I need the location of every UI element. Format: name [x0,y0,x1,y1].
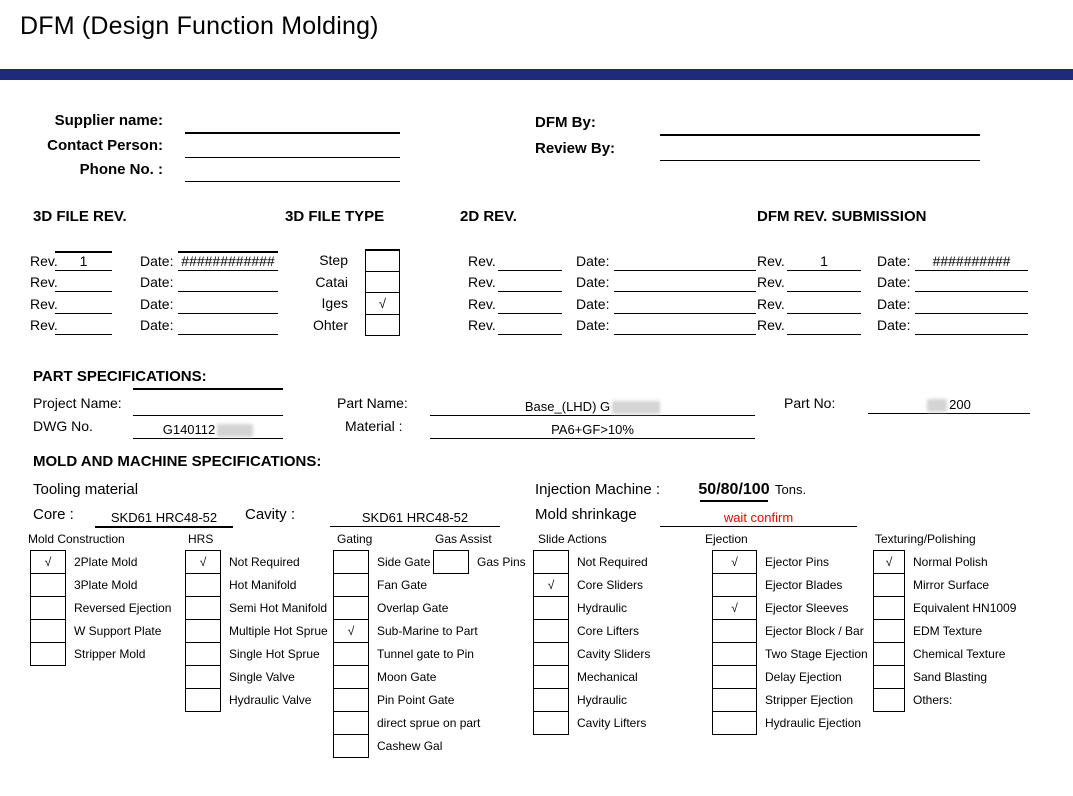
rev-label: Rev. [30,252,58,269]
mold-machine-specs-title: MOLD AND MACHINE SPECIFICATIONS: [33,453,322,470]
rev-label: Rev. [757,295,785,312]
checkbox-row [533,550,650,574]
checkbox-row [333,573,480,597]
dfm-by-field[interactable] [660,114,980,136]
page-title: DFM (Design Function Molding) [20,12,379,40]
slide-actions-list [533,550,650,735]
checkbox-label: Ejector Sleeves [765,601,849,615]
rev-2d-row [468,249,756,271]
checkbox-row [433,550,526,574]
checkbox-label: Reversed Ejection [74,601,172,615]
dfm-rev-row [757,292,1028,314]
checkbox[interactable] [533,596,569,620]
checkbox-label: Two Stage Ejection [765,647,868,661]
checkbox[interactable] [533,688,569,712]
checkbox-row [333,596,480,620]
ejection-header: Ejection [705,532,748,546]
date-value-field[interactable] [915,333,1028,335]
rev-value-field[interactable] [498,312,562,314]
checkbox-label: Stripper Mold [74,647,146,661]
project-name-field[interactable] [133,394,283,416]
date-label: Date: [576,295,610,312]
checkbox-label: Equivalent HN1009 [913,601,1017,615]
checkbox-label: Hydraulic [577,693,628,707]
checkbox[interactable] [533,711,569,735]
check-mark-icon: √ [731,555,738,569]
checkbox-row [30,573,171,597]
checkbox-label: Multiple Hot Sprue [229,624,328,638]
injection-machine-label: Injection Machine : [535,481,661,498]
rev-3d-table [30,249,278,335]
checkbox[interactable] [712,550,757,574]
check-mark-icon: √ [199,555,207,569]
date-label: Date: [576,317,610,333]
checkbox-label: Stripper Ejection [765,693,854,707]
checkbox-label: Hot Manifold [229,578,297,592]
redacted-blur [612,401,660,414]
checkbox-label: Tunnel gate to Pin [377,647,474,661]
material-field[interactable]: PA6+GF>10% [430,417,755,439]
checkbox[interactable] [873,596,905,620]
rev-label: Rev. [757,274,785,290]
dwg-no-label: DWG No. [33,418,93,434]
file-type-row [290,314,400,337]
section-dfm-rev-submission-title: DFM REV. SUBMISSION [757,208,927,225]
rev-label: Rev. [30,295,58,312]
injection-machine-unit: Tons. [775,482,807,497]
checkbox-row [712,665,868,689]
checkbox-label: Delay Ejection [765,670,842,684]
checkbox[interactable] [30,619,66,643]
checkbox[interactable] [30,550,66,574]
project-name-label: Project Name: [33,395,122,411]
checkbox-row [873,596,1016,620]
checkbox-row [533,596,650,620]
date-value-field[interactable] [915,312,1028,314]
checkbox-row [30,596,171,620]
rev-value-field[interactable] [498,333,562,335]
part-specifications-title: PART SPECIFICATIONS: [33,368,207,385]
checkbox-row [185,688,328,712]
checkbox-row [333,734,480,758]
checkbox-label: Core Lifters [577,624,640,638]
checkbox-row [712,550,868,574]
rev-value-field[interactable] [55,290,112,292]
checkbox[interactable] [533,642,569,666]
checkbox-label: Hydraulic Ejection [765,716,862,730]
rev-value-field[interactable] [787,312,861,314]
checkbox-label: EDM Texture [913,624,983,638]
dfm-rev-row [757,271,1028,293]
date-label: Date: [877,295,911,312]
checkbox-row [185,596,328,620]
checkbox-row [533,711,650,735]
rev-label: Rev. [30,317,58,333]
checkbox[interactable] [333,573,369,597]
checkbox-label: Hydraulic [577,601,628,615]
checkbox-label: Mechanical [577,670,638,684]
checkbox-row [185,550,328,574]
checkbox[interactable] [712,596,757,620]
gating-list [333,550,480,758]
supplier-name-label: Supplier name: [54,112,163,129]
checkbox-row [185,619,328,643]
check-mark-icon: √ [44,555,52,569]
checkbox-label: Sand Blasting [913,670,988,684]
date-label: Date: [877,317,911,333]
date-label: Date: [140,274,174,290]
checkbox[interactable] [185,573,221,597]
date-label: Date: [140,317,174,333]
part-no-value: 200 [949,397,971,412]
checkbox-row [533,642,650,666]
checkbox-row [873,688,1016,712]
checkbox-row [533,573,650,597]
checkbox-label: Not Required [577,555,648,569]
checkbox-label: Pin Point Gate [377,693,455,707]
part-no-field[interactable] [868,392,1030,414]
checkbox-row [712,711,868,735]
checkbox[interactable] [533,665,569,689]
rev-value-field[interactable] [55,333,112,335]
checkbox-label: Single Valve [229,670,295,684]
date-label: Date: [877,252,911,269]
rev-3d-row [30,314,278,336]
checkbox[interactable] [533,619,569,643]
supplier-name-field[interactable] [185,112,400,134]
checkbox-label: Normal Polish [913,555,988,569]
rev-value-field[interactable] [787,290,861,292]
checkbox[interactable] [185,688,221,712]
rev-2d-table [468,249,756,335]
check-mark-icon: √ [731,601,738,615]
checkbox[interactable] [333,550,369,574]
part-no-label: Part No: [784,395,836,411]
date-value-field[interactable] [178,333,278,335]
rev-label: Rev. [468,317,496,333]
file-type-row [290,292,400,315]
checkbox-row [533,688,650,712]
date-value-field[interactable] [178,312,278,314]
rev-value-field[interactable] [787,333,861,335]
rev-3d-row [30,249,278,271]
checkbox[interactable] [873,619,905,643]
checkbox-label: Moon Gate [377,670,437,684]
core-material-field[interactable]: SKD61 HRC48-52 [95,504,233,528]
date-value-field[interactable] [614,333,756,335]
checkbox[interactable] [30,642,66,666]
checkbox[interactable] [185,596,221,620]
file-type-checkbox[interactable] [365,292,400,315]
rev-3d-row [30,271,278,293]
checkbox[interactable] [873,642,905,666]
checkbox-row [333,665,480,689]
file-type-label: Step [319,252,348,269]
injection-machine-field[interactable]: 50/80/100 [700,477,768,502]
checkbox[interactable] [30,573,66,597]
checkbox[interactable] [712,665,757,689]
checkbox[interactable] [712,619,757,643]
checkbox-row [712,688,868,712]
mold-construction-header: Mold Construction [28,532,125,546]
gas-assist-list [433,550,526,574]
checkbox-row [873,642,1016,666]
core-label: Core : [33,506,74,523]
rev-label: Rev. [468,252,496,269]
file-type-label: Ohter [312,316,348,333]
checkbox[interactable] [333,734,369,758]
file-type-label: Catai [315,273,348,290]
rev-value-field[interactable] [55,312,112,314]
date-value-field[interactable] [614,269,756,271]
file-type-label: Iges [321,295,348,312]
contact-person-label: Contact Person: [47,137,163,154]
checkbox[interactable] [333,688,369,712]
checkbox[interactable] [873,550,905,574]
rev-label: Rev. [757,252,785,269]
mold-shrinkage-field[interactable]: wait confirm [660,504,857,527]
mold-shrinkage-label: Mold shrinkage [535,506,637,523]
part-spec-top-rule [133,388,283,390]
checkbox-label: Core Sliders [577,578,644,592]
checkbox[interactable] [185,550,221,574]
section-2d-rev-title: 2D REV. [460,208,517,225]
checkbox-row [30,550,171,574]
checkbox-label: Others: [913,693,953,707]
dfm-rev-row [757,314,1028,336]
checkbox-row [185,642,328,666]
checkbox[interactable] [433,550,469,574]
checkbox-row [30,642,171,666]
hrs-list [185,550,328,712]
part-name-label: Part Name: [337,395,408,411]
checkbox-label: Ejector Blades [765,578,843,592]
checkbox-row [873,550,1016,574]
rev-value-field[interactable]: 1 [787,253,861,271]
checkbox[interactable] [873,573,905,597]
rev-2d-row [468,314,756,336]
checkbox-row [712,573,868,597]
checkbox-label: Not Required [229,555,300,569]
checkbox-row [873,573,1016,597]
checkbox-label: Cavity Sliders [577,647,651,661]
checkbox-label: Cavity Lifters [577,716,647,730]
checkbox-label: 2Plate Mold [74,555,138,569]
checkbox-label: Gas Pins [477,555,526,569]
rev-label: Rev. [468,295,496,312]
checkbox-row [333,619,480,643]
checkbox-row [712,619,868,643]
checkbox-label: Ejector Block / Bar [765,624,864,638]
date-value-field[interactable] [178,290,278,292]
checkbox-row [533,619,650,643]
checkbox-label: 3Plate Mold [74,578,138,592]
date-label: Date: [576,252,610,269]
review-by-field[interactable] [660,140,980,161]
date-label: Date: [140,252,174,269]
checkbox-label: Hydraulic Valve [229,693,312,707]
checkbox-row [185,665,328,689]
checkbox-label: direct sprue on part [377,716,481,730]
checkbox-label: Semi Hot Manifold [229,601,328,615]
date-value-field[interactable]: ########## [915,253,1028,271]
checkbox-row [873,619,1016,643]
check-mark-icon: √ [347,624,355,638]
checkbox-label: Mirror Surface [913,578,990,592]
redacted-blur [927,399,947,412]
checkbox-label: Side Gate [377,555,431,569]
checkbox-row [873,665,1016,689]
date-label: Date: [140,295,174,312]
checkbox[interactable] [185,619,221,643]
dwg-no-field[interactable] [133,417,283,439]
file-type-checkbox[interactable] [365,249,400,273]
tooling-material-label: Tooling material [33,481,139,498]
date-label: Date: [576,274,610,290]
checkbox[interactable] [533,550,569,574]
checkbox-row [333,711,480,735]
checkbox-label: Chemical Texture [913,647,1006,661]
redacted-blur [217,424,253,437]
section-3d-file-type-title: 3D FILE TYPE [285,208,385,225]
checkbox-label: Sub-Marine to Part [377,624,478,638]
slide-actions-header: Slide Actions [538,532,607,546]
checkbox-row [185,573,328,597]
checkbox-row [333,642,480,666]
checkbox[interactable] [30,596,66,620]
mold-construction-list [30,550,171,666]
rev-label: Rev. [468,274,496,290]
checkbox[interactable] [333,619,369,643]
dfm-by-label: DFM By: [535,114,596,131]
date-value-field[interactable] [614,312,756,314]
contact-person-field[interactable] [185,137,400,158]
file-type-3d-list [290,249,400,336]
material-label: Material : [345,418,403,434]
gas-assist-header: Gas Assist [435,532,492,546]
date-value-field[interactable] [614,290,756,292]
file-type-checkbox[interactable] [365,314,400,337]
file-type-row [290,271,400,294]
checkbox[interactable] [333,665,369,689]
dfm-rev-row [757,249,1028,271]
navy-divider-bar [0,69,1073,80]
rev-value-field[interactable]: 1 [55,251,112,271]
ejection-list [712,550,868,735]
dfm-rev-submission-table [757,249,1028,335]
check-mark-icon: √ [885,555,893,569]
section-3d-file-rev-title: 3D FILE REV. [33,208,127,225]
cavity-label: Cavity : [245,506,296,523]
rev-label: Rev. [30,274,58,290]
checkbox[interactable] [185,642,221,666]
checkbox[interactable] [333,642,369,666]
rev-3d-row [30,292,278,314]
rev-value-field[interactable] [498,269,562,271]
checkbox-row [712,642,868,666]
checkbox-label: W Support Plate [74,624,162,638]
rev-2d-row [468,292,756,314]
rev-label: Rev. [757,317,785,333]
texturing-polishing-list [873,550,1016,712]
checkbox[interactable] [533,573,569,597]
hrs-header: HRS [188,532,214,546]
check-mark-icon: √ [547,578,555,592]
texturing-polishing-header: Texturing/Polishing [875,532,976,546]
checkbox-row [533,665,650,689]
phone-field[interactable] [185,161,400,182]
checkbox[interactable] [873,688,905,712]
rev-value-field[interactable] [498,290,562,292]
date-value-field[interactable] [915,290,1028,292]
file-type-checkbox[interactable] [365,271,400,294]
checkbox[interactable] [712,642,757,666]
rev-2d-row [468,271,756,293]
dwg-no-value: G140112 [162,422,216,437]
checkbox-label: Ejector Pins [765,555,830,569]
review-by-label: Review By: [535,140,616,157]
date-label: Date: [877,274,911,290]
part-name-field[interactable] [430,394,755,416]
checkbox-row [712,596,868,620]
part-name-value: Base_(LHD) G [524,399,611,414]
checkbox[interactable] [873,665,905,689]
file-type-row [290,249,400,272]
date-value-field[interactable]: ############ [178,251,278,271]
gating-header: Gating [337,532,373,546]
checkbox-label: Overlap Gate [377,601,449,615]
checkbox[interactable] [185,665,221,689]
checkbox[interactable] [333,711,369,735]
check-mark-icon: √ [378,295,387,311]
checkbox[interactable] [712,573,757,597]
checkbox-row [333,688,480,712]
cavity-material-field[interactable]: SKD61 HRC48-52 [330,504,500,527]
checkbox[interactable] [712,711,757,735]
checkbox-label: Fan Gate [377,578,428,592]
checkbox-label: Cashew Gal [377,739,443,753]
checkbox-label: Single Hot Sprue [229,647,320,661]
checkbox[interactable] [712,688,757,712]
checkbox[interactable] [333,596,369,620]
phone-label: Phone No. : [79,161,163,178]
checkbox-row [30,619,171,643]
